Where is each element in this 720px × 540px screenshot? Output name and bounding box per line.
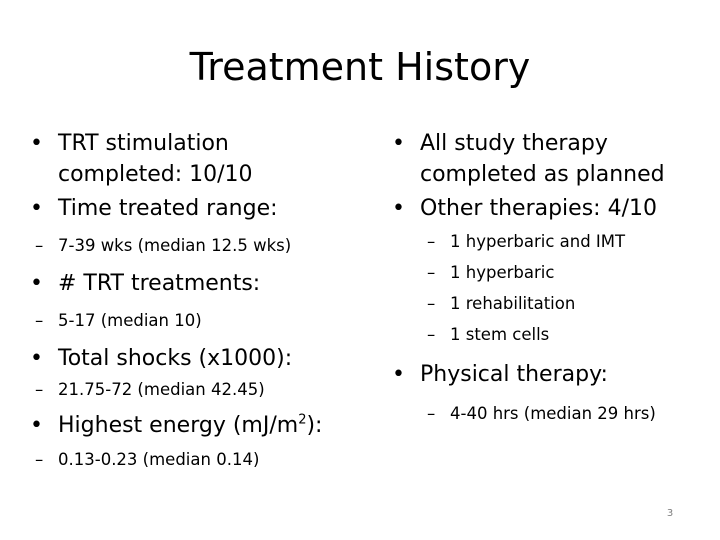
bullet-trt-treatments xyxy=(30,268,380,299)
trt-treatments-value: 5-17 (median 10) xyxy=(58,311,202,330)
bullet-physical-therapy xyxy=(392,359,712,390)
bullet-study-therapy xyxy=(392,128,712,190)
dash-mark: – xyxy=(427,404,436,423)
trt-stimulation-line-1: TRT stimulation xyxy=(58,131,229,156)
dash-mark: – xyxy=(427,263,436,282)
time-treated-label: Time treated range: xyxy=(58,196,278,221)
other-therapy-item: 1 rehabilitation xyxy=(450,294,576,313)
bullet-other-therapies xyxy=(392,193,712,224)
bullet-total-shocks xyxy=(30,343,380,374)
dash-mark: – xyxy=(35,380,44,399)
dash-mark: – xyxy=(35,311,44,330)
sub-bullet-time-treated xyxy=(0,234,380,258)
bullet-dot: • xyxy=(30,413,43,438)
dash-mark: – xyxy=(427,325,436,344)
dash-mark: – xyxy=(427,232,436,251)
highest-energy-label-close: ): xyxy=(306,413,323,438)
left-column xyxy=(30,128,380,472)
sub-bullet-trt-treatments xyxy=(0,309,380,333)
dash-mark: – xyxy=(35,450,44,469)
bullet-dot: • xyxy=(30,271,43,296)
page-number: 3 xyxy=(666,508,674,519)
bullet-dot: • xyxy=(392,131,405,156)
bullet-dot: • xyxy=(392,362,405,387)
sub-bullet-other-therapy xyxy=(392,230,712,254)
other-therapies-label: Other therapies: 4/10 xyxy=(420,196,657,221)
bullet-dot: • xyxy=(30,131,43,156)
trt-stimulation-line-2: completed: 10/10 xyxy=(58,162,253,187)
trt-treatments-label: # TRT treatments: xyxy=(58,271,261,296)
highest-energy-label-text: Highest energy (mJ/m xyxy=(58,413,299,438)
total-shocks-label: Total shocks (x1000): xyxy=(58,346,293,371)
study-therapy-line-1: All study therapy xyxy=(420,131,608,156)
highest-energy-label xyxy=(58,413,322,438)
sub-bullet-highest-energy xyxy=(0,448,380,472)
dash-mark: – xyxy=(427,294,436,313)
bullet-trt-stimulation xyxy=(30,128,380,190)
physical-therapy-label: Physical therapy: xyxy=(420,362,608,387)
sub-bullet-other-therapy xyxy=(392,323,712,347)
bullet-dot: • xyxy=(30,346,43,371)
highest-energy-exponent: 2 xyxy=(298,412,307,428)
time-treated-value: 7-39 wks (median 12.5 wks) xyxy=(58,236,292,255)
slide-title: Treatment History xyxy=(189,45,531,89)
other-therapy-item: 1 hyperbaric and IMT xyxy=(450,232,626,251)
sub-bullet-physical-therapy xyxy=(392,402,712,426)
study-therapy-line-2: completed as planned xyxy=(420,162,665,187)
bullet-time-treated xyxy=(30,193,380,224)
bullet-dot: • xyxy=(30,196,43,221)
total-shocks-value: 21.75-72 (median 42.45) xyxy=(58,380,265,399)
other-therapy-item: 1 hyperbaric xyxy=(450,263,555,282)
sub-bullet-other-therapy xyxy=(392,292,712,316)
sub-bullet-total-shocks xyxy=(0,378,380,402)
bullet-highest-energy xyxy=(30,410,380,441)
physical-therapy-value: 4-40 hrs (median 29 hrs) xyxy=(450,404,656,423)
right-column xyxy=(392,128,712,426)
bullet-dot: • xyxy=(392,196,405,221)
dash-mark: – xyxy=(35,236,44,255)
sub-bullet-other-therapy xyxy=(392,261,712,285)
highest-energy-value: 0.13-0.23 (median 0.14) xyxy=(58,450,260,469)
other-therapy-item: 1 stem cells xyxy=(450,325,550,344)
